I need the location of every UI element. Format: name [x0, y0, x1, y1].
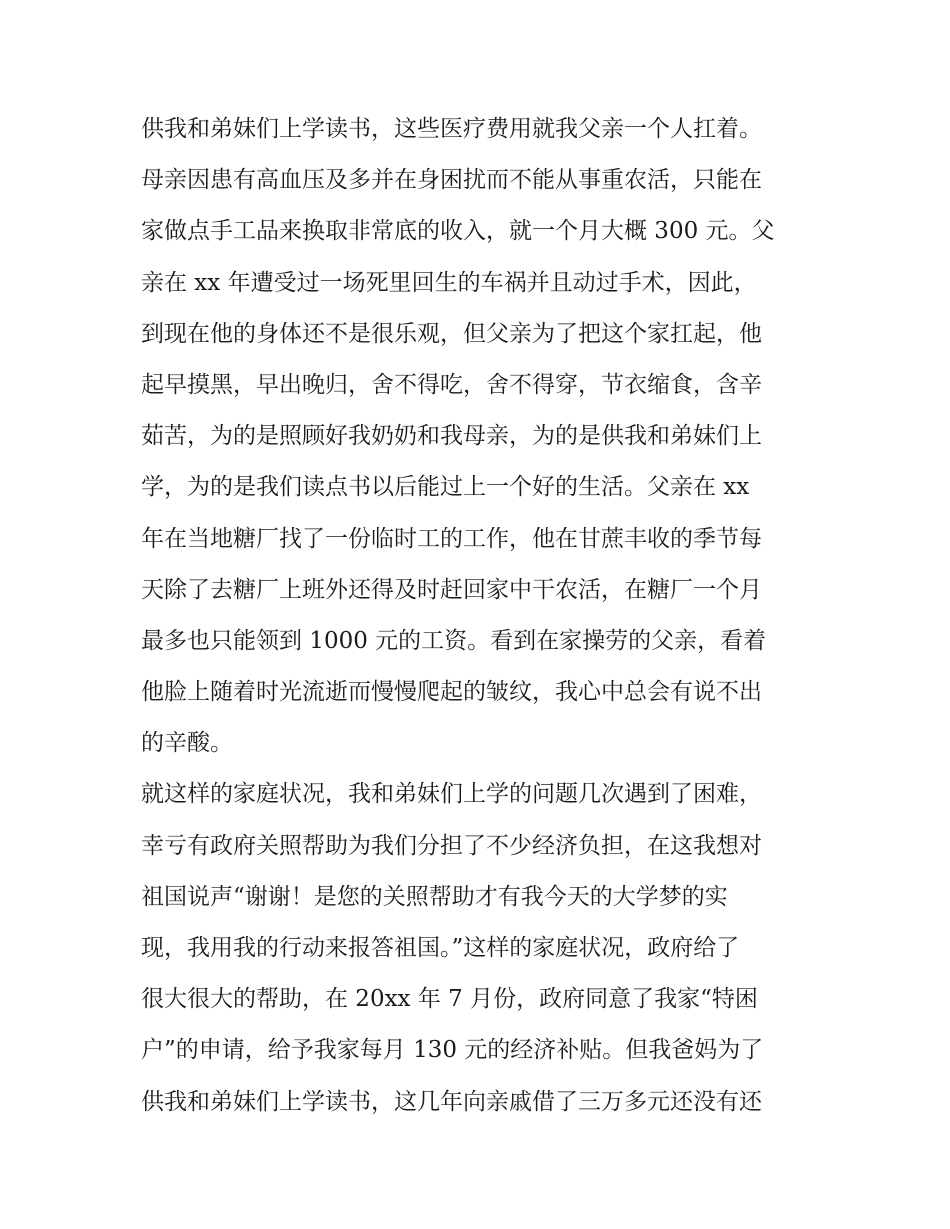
text-line: 祖国说声“谢谢！是您的关照帮助才有我今天的大学梦的实 — [141, 883, 728, 910]
text-line: 他脸上随着时光流逝而慢慢爬起的皱纹，我心中总会有说不出 — [141, 679, 762, 706]
text-line: 供我和弟妹们上学读书，这几年向亲戚借了三万多元还没有还 — [141, 1088, 762, 1115]
text-line: 茹苦，为的是照顾好我奶奶和我母亲，为的是供我和弟妹们上 — [141, 423, 762, 450]
body-text — [141, 104, 821, 1128]
text-line: 天除了去糖厂上班外还得及时赶回家中干农活，在糖厂一个月 — [141, 576, 762, 603]
text-line: 供我和弟妹们上学读书，这些医疗费用就我父亲一个人扛着。 — [141, 116, 762, 142]
text-line: 现，我用我的行动来报答祖国。”这样的家庭状况，政府给了 — [141, 935, 740, 961]
text-line: 户”的申请，给予我家每月 130 元的经济补贴。但我爸妈为了 — [141, 1037, 764, 1064]
text-line: 幸亏有政府关照帮助为我们分担了不少经济负担，在这我想对 — [141, 832, 762, 859]
text-line: 很大很大的帮助，在 20xx 年 7 月份，政府同意了我家“特困 — [141, 986, 758, 1013]
text-line: 年在当地糖厂找了一份临时工的工作，他在甘蔗丰收的季节每 — [141, 525, 762, 552]
text-line: 起早摸黑，早出晚归，舍不得吃，舍不得穿，节衣缩食，含辛 — [141, 371, 762, 398]
text-line: 母亲因患有高血压及多并在身困扰而不能从事重农活，只能在 — [141, 167, 762, 194]
text-line: 亲在 xx 年遭受过一场死里回生的车祸并且动过手术，因此， — [141, 269, 757, 296]
text-line: 家做点手工品来换取非常底的收入，就一个月大概 300 元。父 — [141, 218, 775, 245]
text-line: 最多也只能领到 1000 元的工资。看到在家操劳的父亲，看着 — [141, 627, 767, 654]
text-line: 到现在他的身体还不是很乐观，但父亲为了把这个家扛起，他 — [141, 320, 762, 347]
text-line: 的辛酸。 — [141, 730, 233, 757]
text-line: 就这样的家庭状况，我和弟妹们上学的问题几次遇到了困难， — [141, 781, 762, 808]
text-line: 学，为的是我们读点书以后能过上一个好的生活。父亲在 xx — [141, 474, 750, 501]
